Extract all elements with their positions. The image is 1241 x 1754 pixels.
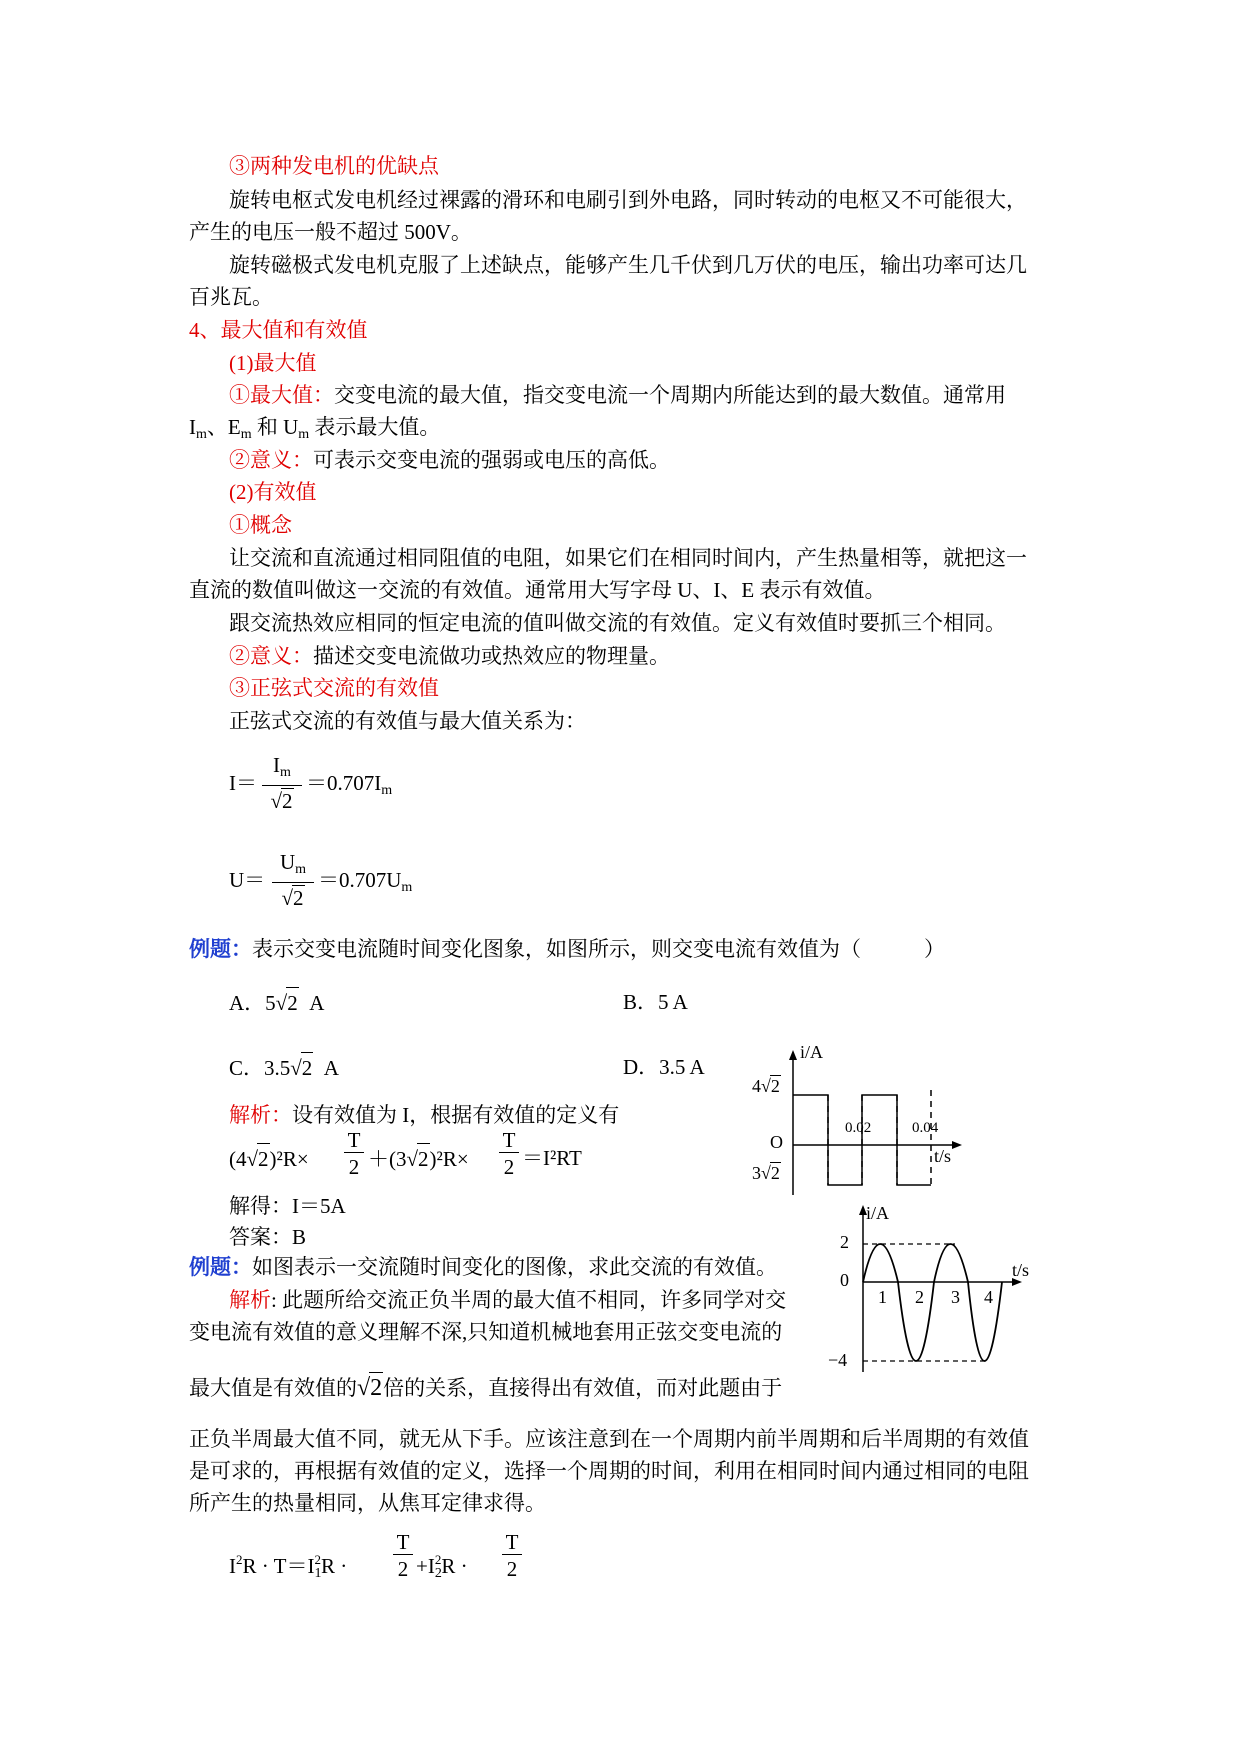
fig2-tick-2: 2 [915,1287,924,1307]
heading-generator-pros-cons: ③两种发电机的优缺点 [229,154,439,178]
solution-2-label: 解析 [229,1288,271,1312]
option-a: A．5√2 A [229,987,324,1018]
fig1-bottom-value: 3√2 [752,1163,780,1183]
y-axis-arrow-icon [789,1050,797,1060]
fig2-top-value: 2 [840,1232,849,1252]
solution-2-line-3: 最大值是有效值的√2倍的关系，直接得出有效值，而对此题由于 [189,1372,782,1403]
eff-meaning-text: 描述交变电流做功或热效应的物理量。 [313,644,670,668]
formula-current-rhs: $=0.707I_m$ [306,771,393,798]
t-axis-arrow-icon [952,1141,962,1149]
fig2-tick-4: 4 [984,1287,993,1307]
formula-current-fraction [262,753,302,813]
solution-1-result: 解得：I＝5A [229,1194,346,1218]
solution-2-line-4: 正负半周最大值不同，就无从下手。应该注意到在一个周期内前半周期和后半周期的有效值 [189,1427,1029,1451]
paragraph-rotating-armature-1: 旋转电枢式发电机经过裸露的滑环和电刷引到外电路，同时转动的电枢又不可能很大， [229,188,1027,212]
example-2-text: 如图表示一交流随时间变化的图像，求此交流的有效值。 [252,1255,777,1279]
max-value-definition [229,380,1006,410]
option-d: D．3.5 A [623,1055,705,1079]
solution-1-fraction-1: T 2 [344,1128,364,1179]
solution-2-line-2: 变电流有效值的意义理解不深,只知道机械地套用正弦交变电流的 [189,1320,783,1344]
heading-max-and-effective: 4、最大值和有效值 [189,318,368,342]
final-equation-part1: $I^2R \cdot T=I_1^2R$ · [229,1552,348,1581]
solution-1-eq-part2: ＋(3√2)²R× [368,1143,469,1174]
solution-2-line-5: 是可求的，再根据有效值的定义，选择一个周期的时间，利用在相同时间内通过相同的电阻 [189,1459,1029,1483]
symbol-e: 、E [206,415,241,439]
solution-1-intro [229,1100,619,1130]
eff-meaning-label: ②意义： [229,644,313,668]
option-b: B．5 A [623,990,688,1014]
fraction-denominator: √2 [281,886,304,910]
solution-1-eq-part3: ＝I²RT [522,1146,582,1170]
solution-1-fraction-2: T 2 [499,1128,519,1179]
paragraph-rotating-field-2: 百兆瓦。 [189,285,273,309]
max-def-label: ①最大值： [229,383,334,407]
fig2-tick-1: 1 [878,1287,887,1307]
fig1-top-value: 4√2 [752,1076,780,1096]
formula-voltage-fraction [272,850,314,910]
example-2-question [189,1252,777,1282]
fig1-origin-label: O [770,1132,783,1152]
fraction-denominator: √2 [270,789,293,813]
fig1-tick-002: 0.02 [845,1120,872,1136]
fig2-bottom-value: −4 [828,1350,848,1370]
fig2-zero-label: 0 [840,1270,849,1290]
symbol-i: I [189,415,196,439]
example-1-question [189,934,945,964]
heading-concept: ①概念 [229,513,292,537]
solution-2-line-1: 解析: 此题所给交流正负半周的最大值不相同，许多同学对交 [229,1288,787,1312]
heading-effective-value: (2)有效值 [229,480,317,504]
max-meaning-label: ②意义： [229,448,313,472]
max-def-text: 交变电流的最大值，指交变电流一个周期内所能达到的最大数值。通常用 [334,383,1006,407]
fig1-t-axis-label: t/s [934,1146,952,1166]
effective-definition-3: 跟交流热效应相同的恒定电流的值叫做交流的有效值。定义有效值时要抓三个相同。 [229,611,1006,635]
final-equation-part2: $+I_2^2R$ · [416,1552,468,1581]
option-c: C．3.5√2 A [229,1052,339,1083]
paragraph-rotating-armature-2: 产生的电压一般不超过 500V。 [189,220,472,244]
fig2-t-axis-label: t/s [1012,1260,1030,1280]
effective-definition-2: 直流的数值叫做这一交流的有效值。通常用大写字母 U、I、E 表示有效值。 [189,578,886,602]
solution-1-label: 解析： [229,1103,292,1127]
fig1-tick-004: 0.04 [912,1120,939,1136]
example-2-label: 例题： [189,1255,252,1279]
final-fraction-2: T 2 [502,1530,522,1581]
solution-1-answer: 答案：B [229,1225,307,1249]
formula-voltage-rhs: $=0.707U_m$ [318,868,413,895]
effective-definition-1: 让交流和直流通过相同阻值的电阻，如果它们在相同时间内，产生热量相等，就把这一 [229,546,1027,570]
final-fraction-1: T 2 [393,1530,413,1581]
paragraph-rotating-field-1: 旋转磁极式发电机克服了上述缺点，能够产生几千伏到几万伏的电压，输出功率可达几 [229,253,1027,277]
formula-voltage-lhs: U＝ [229,868,266,892]
example-1-text: 表示交变电流随时间变化图象，如图所示，则交变电流有效值为（ ） [252,937,945,961]
fig2-y-axis-label: i/A [866,1203,890,1223]
fraction-numerator: $U_m$ [279,850,307,877]
subscript-m: m [196,427,207,442]
solution-2-line-6: 所产生的热量相同，从焦耳定律求得。 [189,1491,546,1515]
symbol-u: 和 U [251,415,299,439]
subscript-m: m [298,427,310,442]
max-meaning-text: 可表示交变电流的强弱或电压的高低。 [313,448,670,472]
sine-effective-intro: 正弦式交流的有效值与最大值关系为： [229,709,586,733]
fig2-tick-3: 3 [951,1287,960,1307]
max-def-tail: 表示最大值。 [309,415,441,439]
max-value-meaning [229,445,670,475]
heading-sine-effective: ③正弦式交流的有效值 [229,676,439,700]
solution-1-eq-part1: (4√2)²R× [229,1143,309,1174]
fraction-numerator: $I_m$ [273,753,291,780]
figure-sine-wave [820,1200,1030,1375]
effective-meaning [229,641,670,671]
formula-current-lhs: I＝ [229,771,257,795]
heading-max-value: (1)最大值 [229,351,317,375]
solution-1-text: 设有效值为 I，根据有效值的定义有 [292,1103,620,1127]
fig1-y-axis-label: i/A [800,1042,824,1062]
subscript-m: m [240,427,252,442]
example-1-label: 例题： [189,937,252,961]
